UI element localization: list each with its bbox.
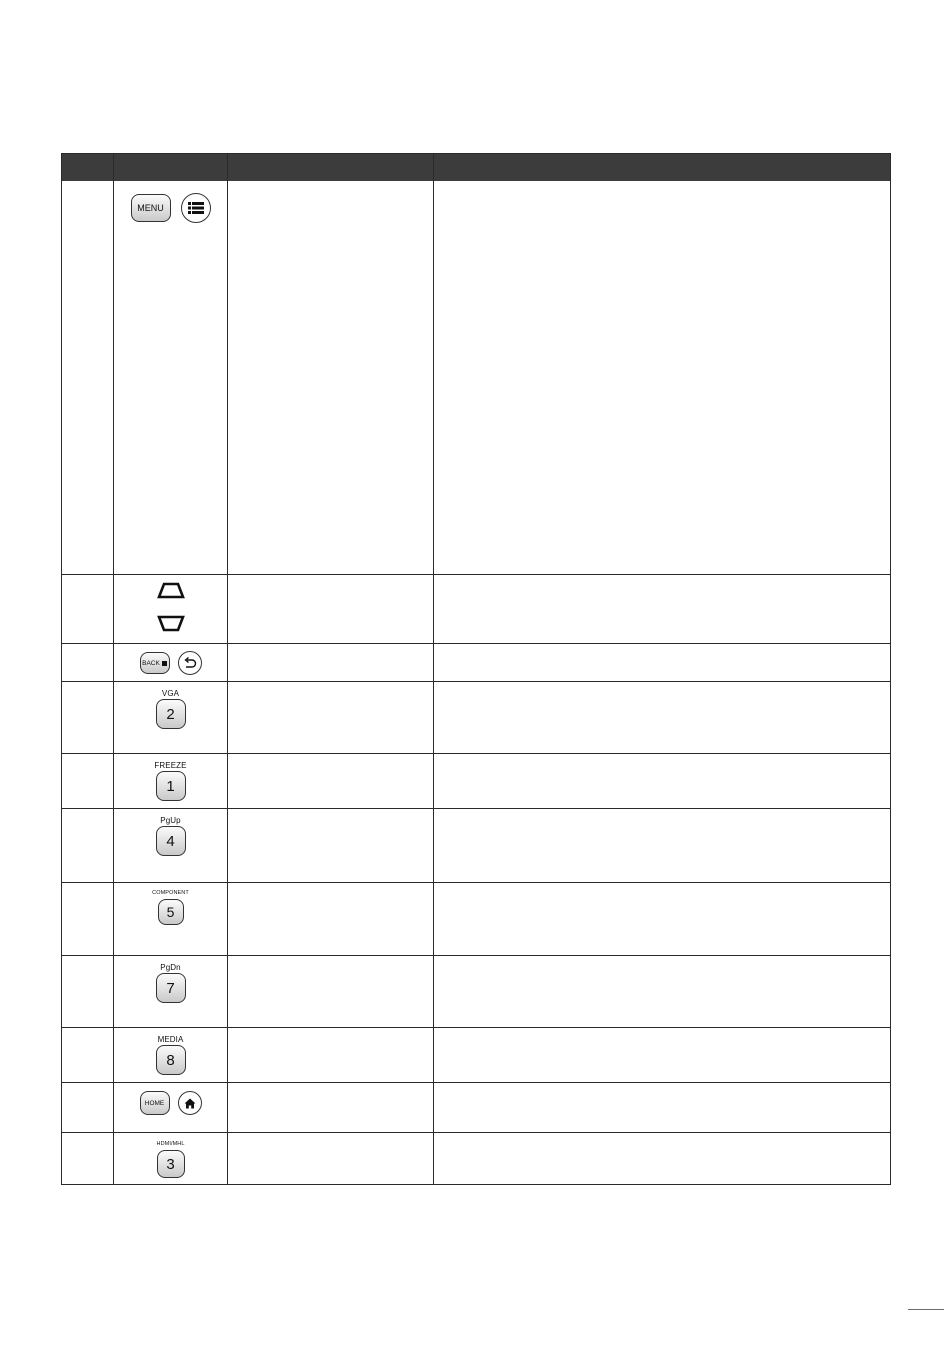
row-divider [62,808,890,809]
hdmi-key-number: 3 [166,1155,175,1173]
pgup-key-caption: PgUp [160,816,181,825]
table-row-back [114,651,227,675]
vga-key-number: 2 [166,705,175,723]
back-key[interactable] [140,652,170,674]
table-row-pgdn [114,962,227,1003]
vga-key[interactable] [156,699,186,729]
keystone-trapezoid-down-icon[interactable] [156,614,186,632]
home-key[interactable] [140,1091,170,1115]
freeze-key-number: 1 [166,777,175,795]
component-key[interactable] [158,899,184,925]
keystone-trapezoid-up-icon[interactable] [156,582,186,600]
pgdn-key-number: 7 [166,979,175,997]
stop-square-icon [162,661,167,666]
row-divider [62,1132,890,1133]
pgup-key-number: 4 [166,832,175,850]
hdmi-key-caption: HDMI/MHL [156,1141,185,1147]
page-marker-line [908,1309,944,1310]
row-divider [62,882,890,883]
row-divider [62,681,890,682]
table-row-vga [114,688,227,729]
freeze-key-caption: FREEZE [154,761,187,770]
media-key-caption: MEDIA [157,1035,184,1044]
pgdn-key[interactable] [156,973,186,1003]
row-divider [62,1027,890,1028]
media-key-number: 8 [166,1051,175,1069]
pgdn-key-caption: PgDn [160,963,181,972]
menu-key-label: MENU [137,203,164,213]
list-icon[interactable] [181,193,211,223]
column-divider [433,154,434,1184]
home-icon[interactable] [178,1091,202,1115]
hdmi-key[interactable] [157,1150,185,1178]
menu-key[interactable] [131,194,171,222]
table-row-home [114,1091,227,1115]
row-divider [62,574,890,575]
table-header [62,154,890,181]
component-key-caption: COMPONENT [152,890,189,896]
remote-keys-table [61,153,891,1185]
media-key[interactable] [156,1045,186,1075]
table-row-freeze [114,760,227,801]
pgup-key[interactable] [156,826,186,856]
table-row-component [114,888,227,925]
return-arrow-glyph [183,657,197,669]
home-key-label: HOME [144,1099,165,1107]
column-divider [227,154,228,1184]
table-row-hdmi [114,1139,227,1178]
return-arrow-icon[interactable] [178,651,202,675]
table-row-menu [114,193,227,223]
row-divider [62,753,890,754]
list-icon-glyph [188,202,204,214]
table-row-media [114,1034,227,1075]
row-divider [62,1082,890,1083]
home-icon-glyph [184,1098,196,1109]
table-row-pgup [114,815,227,856]
vga-key-caption: VGA [161,689,180,698]
component-key-number: 5 [166,904,175,920]
row-divider [62,955,890,956]
back-key-label: BACK [142,659,160,667]
freeze-key[interactable] [156,771,186,801]
table-row-keystone [114,582,227,632]
row-divider [62,643,890,644]
